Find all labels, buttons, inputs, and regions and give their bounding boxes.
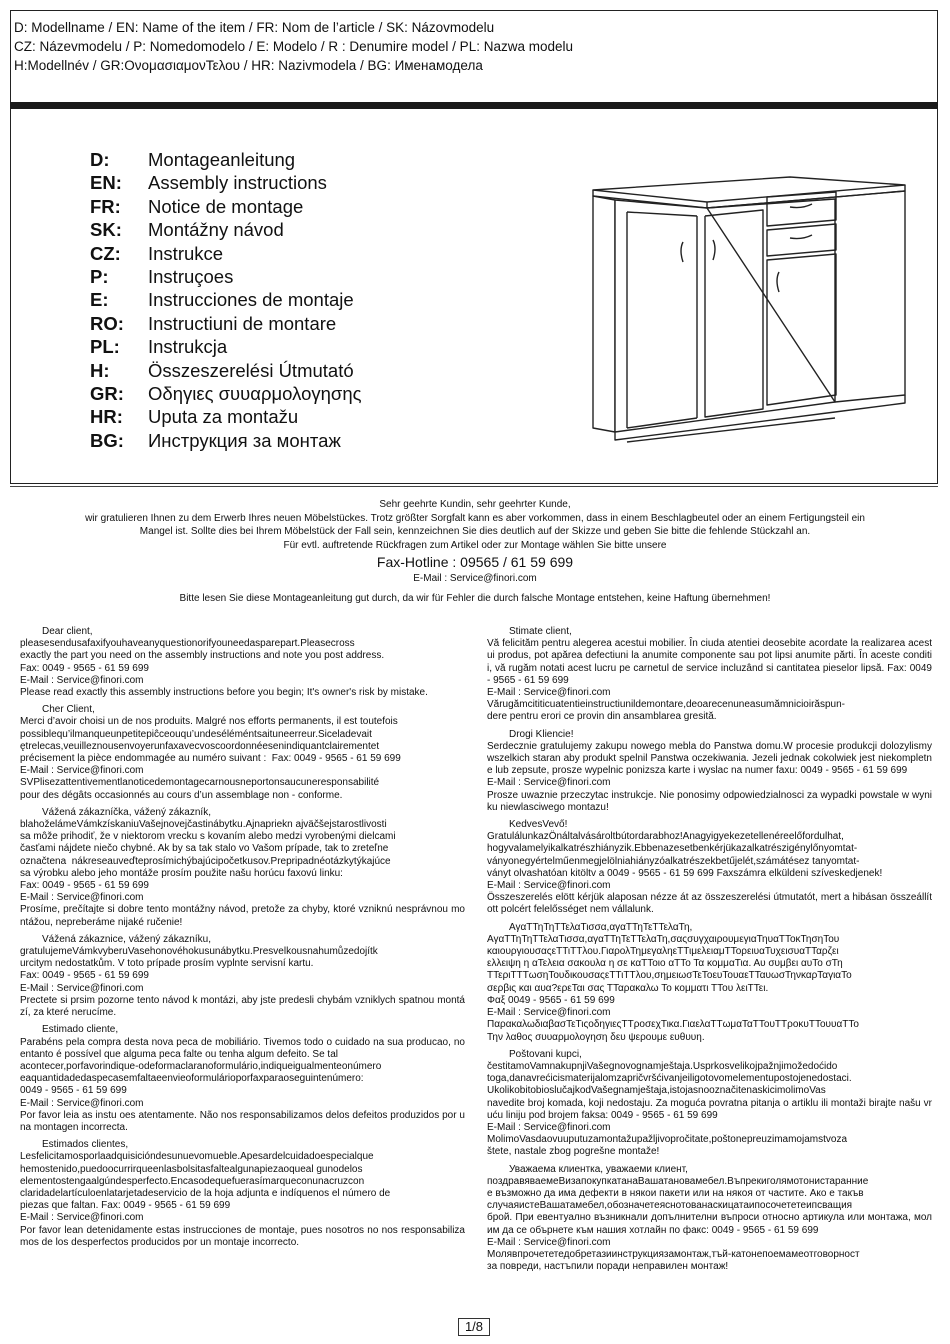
notice-line: ελλειψη η αΤελεια σακουλα η σε καΤΤοιο αΤΤο Τα κομμαΤια. Αυ συμβει αυΤο σΤη (487, 958, 843, 970)
language-notice-block (20, 626, 465, 699)
notice-line: pleasesendusafaxifyouhaveanyquestionorifyouneedasparepart.Pleasecross (20, 638, 355, 650)
notice-line: Please read exactly this assembly instructions before you begin; It's owner's risk by mistake. (20, 687, 428, 699)
notice-line: Por favor lean detenidamente estas instrucciones de montaje, pues nosotros no nos responsabilizamos de los desperfectos producidos por un montaje incorrecto. (20, 1224, 465, 1248)
notice-line: Молявпрочететедобретазиинструкциязамонтаж,тъй-катонепоемамеотговорност (487, 1248, 860, 1260)
notice-line: ványonegyértelműenmegjelölniahiányzóalkatrészekbetűjelét,számátésez tanyomtat- (487, 855, 860, 867)
notice-greeting: Cher Client, (42, 704, 95, 716)
notice-line: E-Mail : Service@finori.com (487, 1236, 611, 1248)
notice-line: καιουργιουσαςεΤΤιΤΤλου.ΓιαρολΤημεγαληεΤΤιμελειαμΤΤορειυαΤυχεισυαΤΤαρζει (487, 946, 839, 958)
notice-line: acontecer,porfavorindique-odeformaclaranoformulário,indiqueigualmenteonúmero (20, 1060, 382, 1072)
german-notice (20, 498, 930, 605)
language-code: SK: (90, 219, 122, 241)
language-code: E: (90, 289, 109, 311)
language-title: Instruçoes (148, 266, 234, 288)
notice-line: SVPlisezattentivementlanoticedemontagecarnousneportonsaucuneresponsabilité (20, 777, 380, 789)
language-title: Montážny návod (148, 219, 284, 241)
notice-line: Φαξ 0049 - 9565 - 61 59 699 (487, 994, 615, 1006)
notice-line: Összeszerelés elött kérjük alaposan nézze át az összeszerelési útmutatót, mert a hibásan összeállított polcért felelősséget nem vállalunk. (487, 892, 932, 916)
notice-line: Fax: 0049 - 9565 - 61 59 699 (20, 970, 149, 982)
notice-line: exactly the part you need on the assembly instructions and note you post address. (20, 650, 385, 662)
notice-line: Prectete si prsim pozorne tento návod k montázi, aby jste predesli chybám vzniklych spatnou montází, za které nerucíme. (20, 994, 465, 1019)
notice-greeting: Estimado cliente, (42, 1024, 119, 1036)
notice-line: toga,danavrećicismaterijalomzapričvršćivanjeiligotovomelementupostojenedostaci. (487, 1073, 852, 1085)
notice-line: E-Mail : Service@finori.com (487, 777, 611, 789)
language-title-row (90, 405, 362, 428)
notice-line: Vă felicităm pentru alegerea acestui mobilier. În ciuda atentiei deosebite acordate la realizarea acestui produs, pot apărea defectiuni la anumite componente sau pot lipsi anumite părti. În aceste conditii, vă rugăm notati acest lucru pe carnetul de service incluzând si cantitatea pieselor lipsă. Fax: 0049 - 9565 - 61 59 699 (487, 638, 935, 686)
notice-line: Prosze uwaznie przeczytac instrukcje. Nie ponosimy odpowiedzialnosci za wypadki powstale w wyniku niewlasciwego montazu! (487, 789, 932, 813)
notice-body: Mangel ist. Sollte dies bei Ihrem Möbelstück der Fall sein, kennzeichnen Sie dies deutlich auf der Skizze und geben Sie bitte die fehlende Stückzahl an. (139, 526, 811, 537)
left-column (20, 626, 468, 1254)
language-title-row (90, 335, 362, 358)
language-title-row (90, 171, 362, 194)
notice-line: UkolikobitobioslučajkodVašegnamještaja,istojasnooznačitenaskicimolimoVas (487, 1085, 826, 1097)
language-title-row (90, 195, 362, 218)
notice-line: Por favor leia as instu oes atentamente. Não nos responsabilizamos delos defeitos produzidos por una montagen incorrecta. (20, 1109, 465, 1133)
language-notice-block (487, 819, 932, 917)
notice-line: брой. При евентуално възникнали допълнителни въпроси относно артикула или монтажа, молим да се обърнете към нашия хотлайн по факс: 0049 - 9565 - 61 59 699 (487, 1212, 932, 1236)
language-title-row (90, 148, 362, 171)
notice-line: dere pentru erori ce provin din ansamblarea gresită. (487, 711, 717, 723)
language-notice-block (487, 922, 932, 1044)
notice-line: Prosíme, prečítajte si dobre tento montážny návod, pretože za chyby, ktoré vzniknú nesprávnou montážou, nepreberáme nijaké ručenie! (20, 904, 465, 928)
notice-line: urcitym nedostatkům. V toto prípade prosím vyplnte servisní kartu. (20, 958, 314, 970)
notice-greeting: Уважаема клиентка, уважаеми клиент, (509, 1163, 688, 1175)
language-code: GR: (90, 383, 124, 405)
notice-line: pour des dégâts occasionnés au cours d’un assemblage non - conforme. (20, 789, 343, 801)
notice-line: Fax: 0049 - 9565 - 61 59 699 (20, 662, 149, 674)
language-code: EN: (90, 172, 122, 194)
notice-line: ΤΤεριΤΤΤωσηΤουδικουσαςεΤΤιΤΤλου,σημειωσΤεΤοευΤουαεΤΤαυωσΤηνκαρΤαγιαΤο (487, 970, 852, 982)
language-title: Instrukcja (148, 336, 228, 358)
notice-line: hemostenido,puedoocurrirqueenlasbolsitasfaltealgunapiezaoqueal gunodelos (20, 1163, 363, 1175)
notice-greeting: ΑγαΤΤηΤηΤΤελαΤισσα,αγαΤΤηΤεΤΤελαΤη, (509, 921, 693, 933)
language-notice-block (487, 1049, 932, 1159)
notice-greeting: Vážená zákaznice, vážený zákazníku, (42, 933, 211, 945)
notice-line: hogyvalamelyikalkatrészhiányzik.Ebbenazesetbenkérjükazalkatrészigénylőnyomtat- (487, 843, 858, 855)
right-column (487, 626, 935, 1278)
notice-email: E-Mail : Service@finori.com (413, 573, 537, 584)
language-notice-block (487, 626, 935, 724)
notice-line: gratulujemeVámkvyberuVasehonovéhokusunábytku.Presvelkousnahumůzedojítk (20, 946, 378, 958)
notice-line: 0049 - 9565 - 61 59 699 (20, 1085, 127, 1097)
notice-line: E-Mail : Service@finori.com (20, 892, 144, 904)
notice-greeting: KedvesVevő! (509, 819, 568, 831)
notice-line: navedite broj komada, koji nedostaju. Za moguća povratna pitanja o artiklu ili montaži birajte našu vruću liniju pod brojem faksa: 0049 - 9565 - 61 59 699 (487, 1097, 932, 1121)
notice-line: Serdecznie gratulujemy zakupu nowego mebla do Panstwa domu.W procesie produkcji dolozylismy wszelkich staran aby produkt spelnil Panstwa oczekiwania. Jezeli jednak cokolwiek jest niekompletne lub zepsute, prosze wypelnic ponizsza karte i wyslac na numer faxu: 0049 - 9565 - 61 59 699 (487, 740, 935, 777)
section-divider (10, 486, 938, 487)
notice-line: Την λαθος συυαρμολογηση δευ ψερουμε ευθυυη. (487, 1031, 705, 1043)
notice-line: случаяистеВашатамебел,обозначетеяснотованаскицатаипосочететеипсващия (487, 1200, 853, 1212)
notice-greeting: Stimate client, (509, 626, 572, 637)
language-title-row (90, 242, 362, 265)
language-code: D: (90, 149, 110, 170)
language-notice-block (487, 1164, 932, 1274)
language-title-row (90, 265, 362, 288)
language-title: Οδηγιες συυαρμολογησης (148, 383, 362, 405)
notice-greeting: Sehr geehrte Kundin, sehr geehrter Kunde, (379, 499, 571, 510)
notice-line: E-Mail : Service@finori.com (487, 1007, 611, 1019)
notice-greeting: Vážená zákazníčka, vážený zákazník, (42, 806, 211, 818)
language-notice-block (20, 1139, 465, 1249)
notice-line: časťami nájdete niečo chybné. Ak by sa tak stalo vo Vašom prípade, tak to zreteľne (20, 843, 389, 855)
language-notice-block (487, 728, 935, 814)
notice-line: за повреди, настъпили поради неправилен монтаж! (487, 1261, 729, 1273)
notice-line: поздравяваемеВизапокупкатанаВашатановамебел.Въпрекиголямотонистаранние (487, 1175, 869, 1187)
notice-line: possiblequ’ilmanqueunpetitepiĉceouqu’undeséléméntsaituneerreur.Siceladevait (20, 728, 372, 740)
cabinet-illustration (585, 150, 915, 450)
notice-line: ványt olvashatóan kitöltv a 0049 - 9565 - 61 59 699 Faxszámra elküldeni szíveskedjenek! (487, 867, 883, 879)
language-title-row (90, 288, 362, 311)
notice-line: précisement la pièce endommagée au numéro suivant : Fax: 0049 - 9565 - 61 59 699 (20, 753, 401, 765)
language-code: H: (90, 359, 110, 381)
header-line: CZ: Názevmodelu / P: Nomedomodelo / E: Modelo / R : Denumire model / PL: Nazwa modelu (14, 39, 573, 54)
notice-greeting: Estimados clientes, (42, 1139, 129, 1151)
language-notice-block (20, 807, 465, 929)
notice-line: piezas que faltan. Fax: 0049 - 9565 - 61 59 699 (20, 1200, 231, 1212)
language-code: BG: (90, 429, 124, 451)
language-code: CZ: (90, 242, 121, 264)
fax-hotline: Fax-Hotline : 09565 / 61 59 699 (376, 554, 574, 570)
notice-line: ΠαρακαλωδιαβασΤεΤιςοδηγιεςΤΤροσεχΤικα.ΓιαελαΤΤωμαΤαΤΤουΤΤροκυΤΤουυαΤΤο (487, 1019, 859, 1031)
language-title-row (90, 312, 362, 335)
header-separator-bar (10, 102, 938, 109)
language-title-row (90, 218, 362, 241)
notice-closing: Bitte lesen Sie diese Montageanleitung gut durch, da wir für Fehler die durch falsche Montage entstehen, keine Haftung übernehmen! (179, 592, 771, 604)
notice-line: sa výrobku alebo jeho montáže prosím použite našu horúcu faxovú linku: (20, 867, 343, 879)
language-notice-block (20, 934, 465, 1019)
language-title: Инструкция за монтаж (148, 429, 341, 451)
notice-greeting: Poštovani kupci, (509, 1048, 582, 1060)
notice-line: eaquantidadedaspecasemfaltaeenvieoformulárioporfaxparaoseguintenúmero: (20, 1073, 364, 1085)
notice-line: E-Mail : Service@finori.com (487, 687, 611, 699)
notice-line: ΑγαΤΤηΤηΤΤελαΤισσα,αγαΤΤηΤεΤΤελαΤη,σαςσυγχαιρουμεγιαΤηυαΤΤοκΤησηΤου (487, 933, 840, 945)
header-line: D: Modellname / EN: Name of the item / FR: Nom de l’article / SK: Názovmodelu (14, 20, 495, 35)
model-name-header (14, 18, 924, 75)
language-title-row (90, 429, 362, 452)
language-title: Összeszerelési Útmutató (148, 359, 354, 381)
notice-line: E-Mail : Service@finori.com (487, 1121, 611, 1133)
notice-line: E-Mail : Service@finori.com (20, 982, 144, 994)
notice-line: označtena nákreseauveďteprosímichýbajúcipočetkusov.Prepripadnéotázkytýkajúce (20, 855, 391, 867)
notice-line: elementostengaalgúndesperfecto.Encasodequefuerasímarqueconunacruzcon (20, 1175, 365, 1187)
notice-line: claridadelartículoenlatarjetadeservicio de la hoja adjunta e indíquenos el número de (20, 1187, 391, 1199)
language-code: HR: (90, 406, 123, 428)
language-title: Instructiuni de montare (148, 312, 337, 334)
language-title: Assembly instructions (148, 172, 327, 194)
page-number: 1/8 (458, 1318, 490, 1336)
language-notice-block (20, 704, 465, 802)
notice-line: čestitamoVamnakupnjiVašegnovognamještaja.Usprkosvelikojpažnjimožedoćido (487, 1060, 838, 1072)
language-title: Instrucciones de montaje (148, 289, 354, 311)
notice-body: wir gratulieren Ihnen zu dem Erwerb Ihres neuen Möbelstückes. Trotz größter Sorgfalt kann es aber vorkommen, dass in einem Beschlagbeutel oder an einem Fertigungsteil ein (85, 512, 865, 524)
notice-line: sa môže prihodiť, že v niektorom vrecku s kovaním alebo medzi vyrobenými dielcami (20, 831, 396, 843)
notice-greeting: Dear client, (42, 626, 93, 637)
language-code: RO: (90, 312, 124, 334)
language-title: Uputa za montažu (148, 406, 299, 428)
notice-line: blahoželámeVámkzískaniuVašejnovejčastinábytku.Ajnapriekn ajväčšejstarostlivosti (20, 819, 387, 831)
notice-line: Parabéns pela compra desta nova peca de mobiliário. Tivemos todo o cuidado na sua producao, no entanto é possível que alguma peca falte ou tenha algum defeito. Se tal (20, 1036, 468, 1060)
notice-line: E-Mail : Service@finori.com (20, 765, 144, 777)
notice-line: Vărugămcititicuatentieinstructiunildemontare,deoarecenuneasumămnicioirăspun- (487, 699, 845, 711)
notice-line: Merci d’avoir choisi un de nos produits. Malgré nos efforts permanents, il est toutefois (20, 716, 398, 728)
notice-line: Lesfelicitamosporlaadquisicióndesunuevomueble.Apesardelcuidadoespecialque (20, 1151, 374, 1163)
language-title-row (90, 382, 362, 405)
notice-line: GratulálunkazÖnáltalvásároltbútordarabhoz!Anagyigyekezetellenéreelőfordulhat, (487, 831, 844, 843)
language-notice-block (20, 1024, 468, 1134)
notice-line: Fax: 0049 - 9565 - 61 59 699 (20, 880, 149, 892)
notice-line: E-Mail : Service@finori.com (20, 1212, 144, 1224)
language-code: PL: (90, 336, 120, 358)
language-title-row (90, 359, 362, 382)
language-title: Montageanleitung (148, 149, 296, 170)
notice-line: е възможно да има дефекти в някои пакети или на някоя от частите. Ако е такъв (487, 1187, 864, 1199)
notice-greeting: Drogi Kliencie! (509, 728, 574, 740)
language-title: Notice de montage (148, 195, 304, 217)
notice-line: σερβις και αυα?ερεΤαι σας ΤΤαρακαλω Το κομματι ΤΤου λειΤΤει. (487, 982, 769, 994)
language-code: FR: (90, 195, 121, 217)
notice-line: MolimoVasdaovuuputuzamontažupažljivopročitate,poštonepreuzimamojamstvoza (487, 1134, 848, 1146)
notice-line: štete, nastale zbog pogrešne montaže! (487, 1146, 660, 1158)
language-title-list (90, 148, 362, 452)
notice-line: E-Mail : Service@finori.com (487, 880, 611, 892)
language-code: P: (90, 266, 109, 288)
notice-body: Für evtl. auftretende Rückfragen zum Artikel oder zur Montage wählen Sie bitte unsere (283, 539, 667, 551)
header-line: H:Modellnév / GR:ΟνομασιαμονΤελου / HR: Nazivmodela / BG: Именамодела (14, 58, 483, 73)
notice-line: ętrelecas,veuilleznousenvoyerunfaxavecvoscoordonnéesenindiquantclairementet (20, 740, 380, 752)
notice-line: E-Mail : Service@finori.com (20, 1097, 144, 1109)
notice-line: E-Mail : Service@finori.com (20, 674, 144, 686)
language-title: Instrukce (148, 242, 224, 264)
